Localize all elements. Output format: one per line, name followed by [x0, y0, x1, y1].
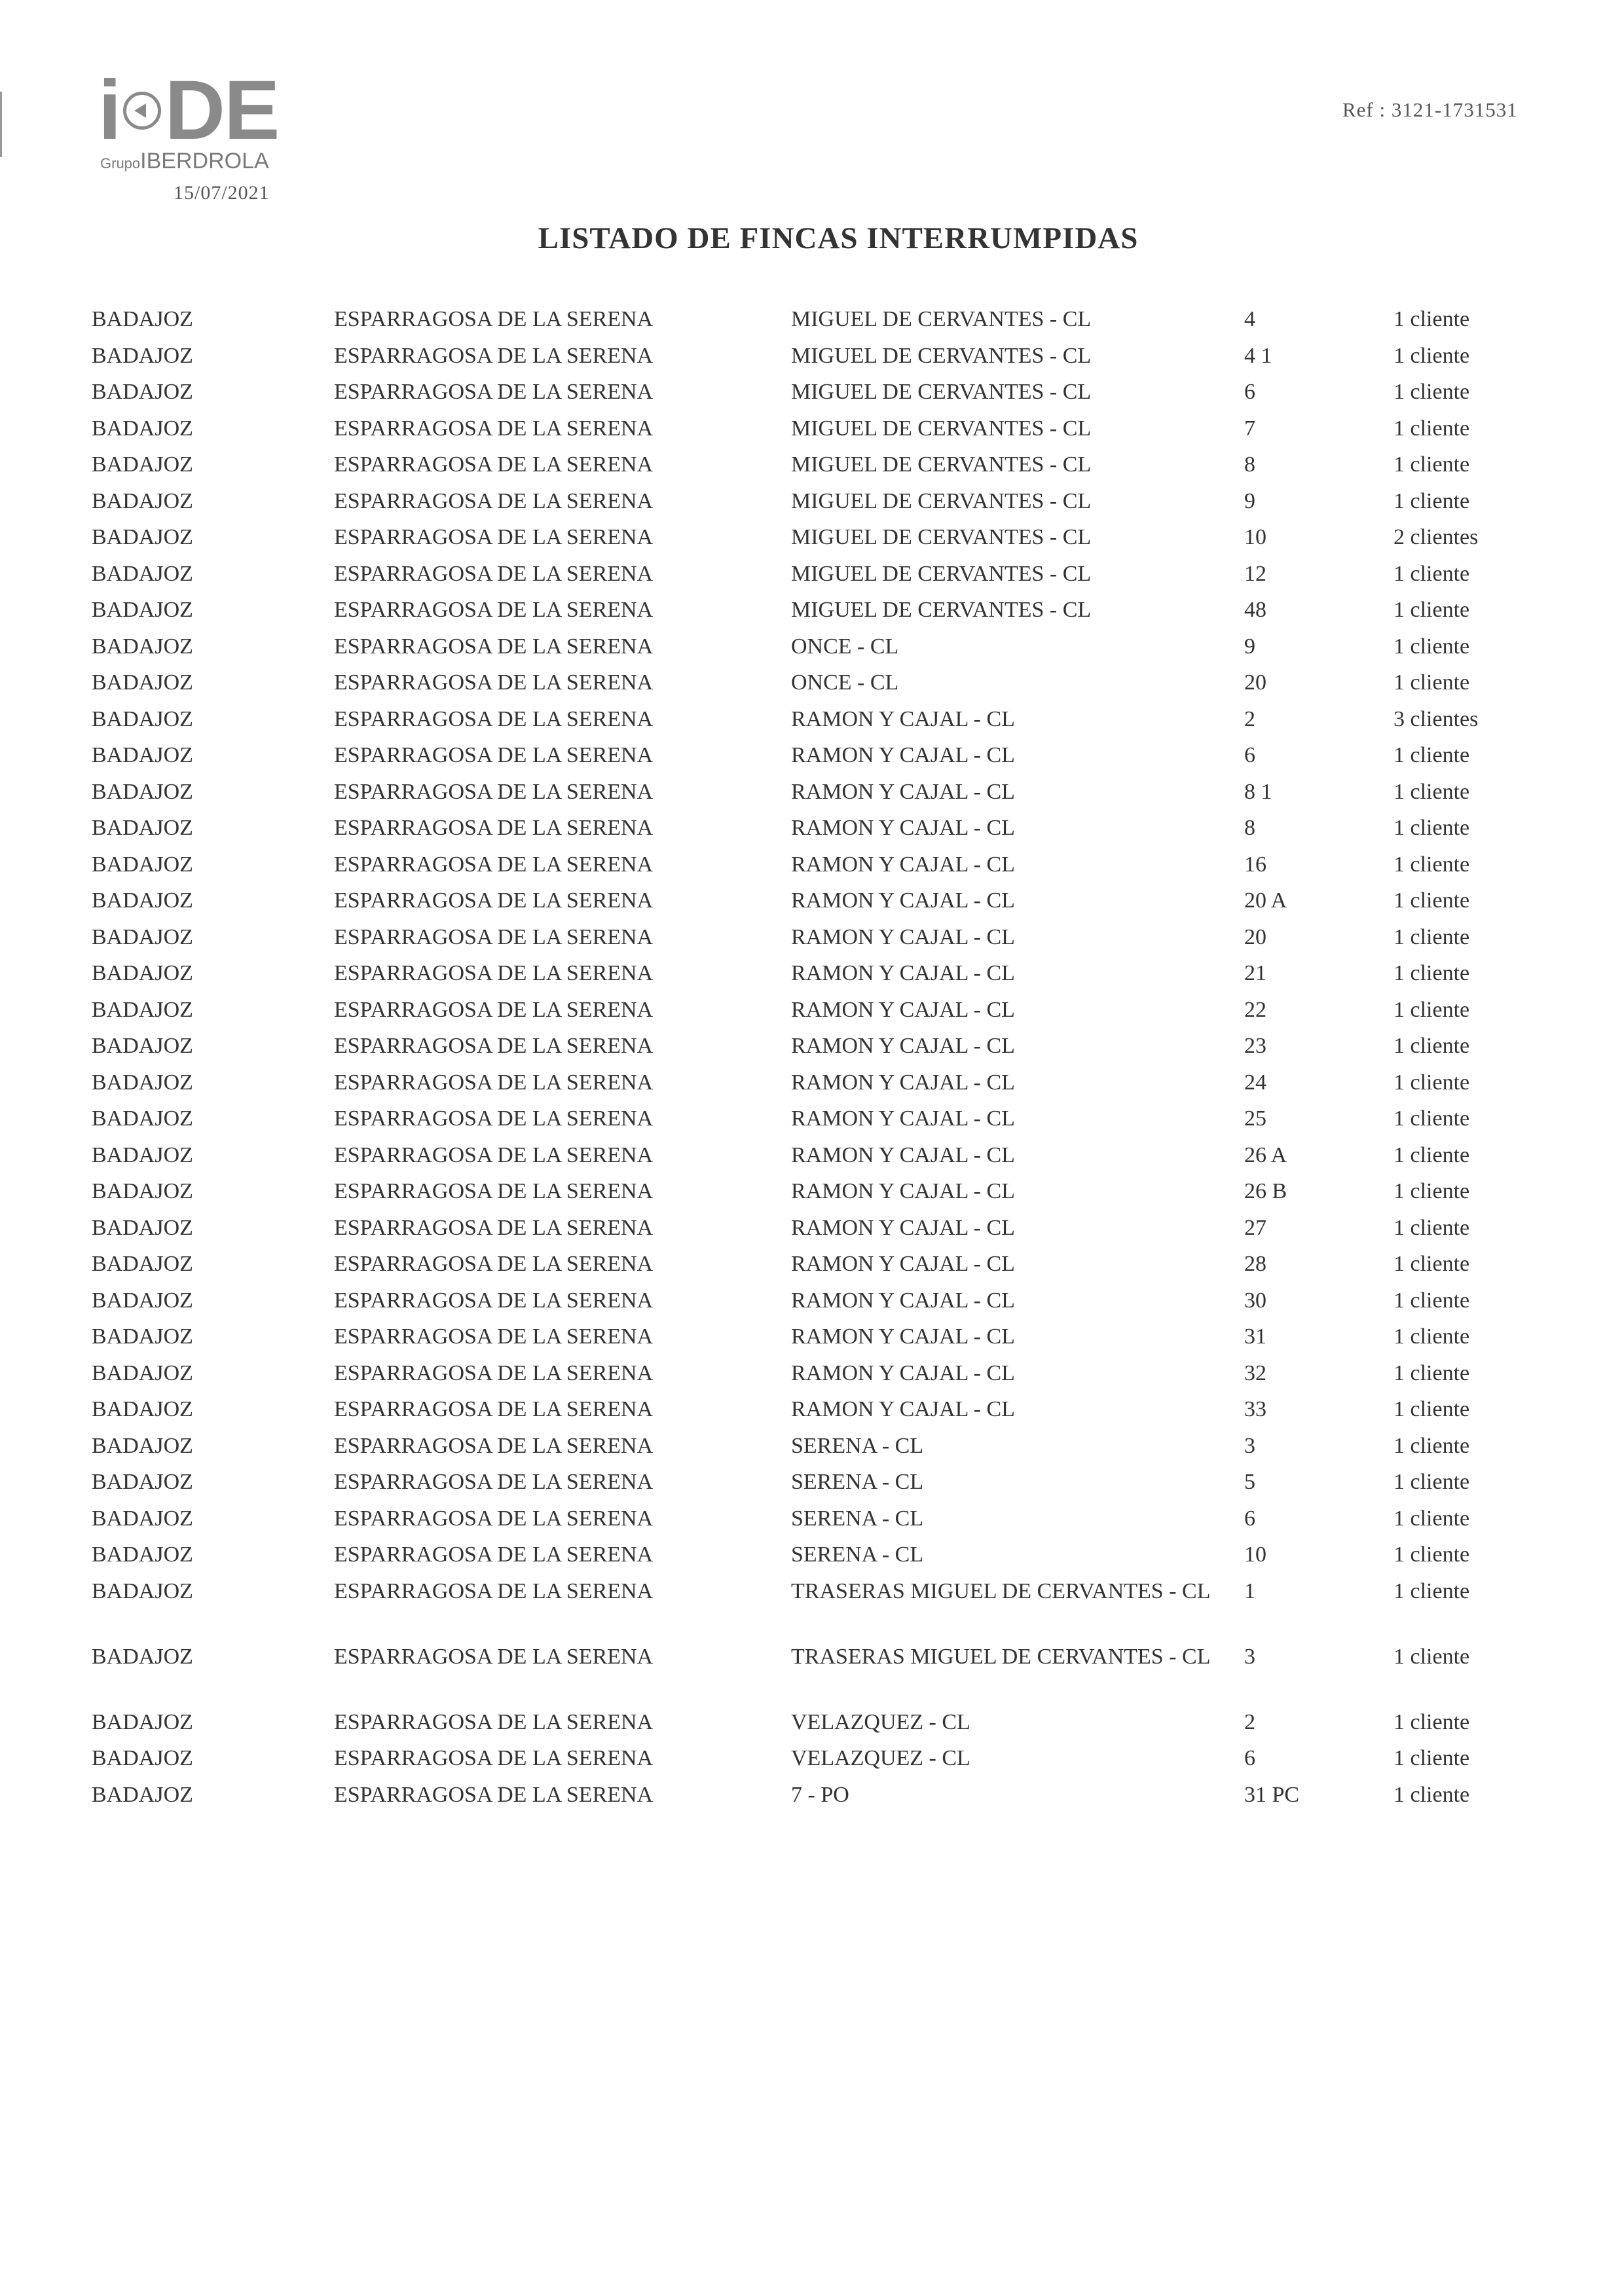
- logo-mark: i DE: [98, 64, 279, 157]
- clients-cell: 1 cliente: [1393, 1288, 1470, 1313]
- number-cell: 5: [1244, 1470, 1255, 1494]
- clients-cell: 1 cliente: [1393, 1433, 1470, 1458]
- street-cell: MIGUEL DE CERVANTES - CL: [791, 525, 1092, 549]
- number-cell: 1: [1244, 1578, 1255, 1603]
- street-cell: MIGUEL DE CERVANTES - CL: [791, 488, 1092, 513]
- clients-cell: 1 cliente: [1393, 380, 1470, 404]
- clients-cell: 1 cliente: [1393, 1360, 1470, 1385]
- province-cell: BADAJOZ: [92, 888, 193, 913]
- clients-cell: 1 cliente: [1393, 1142, 1470, 1167]
- province-cell: BADAJOZ: [92, 1070, 193, 1095]
- clients-cell: 1 cliente: [1393, 1746, 1470, 1770]
- province-cell: BADAJOZ: [92, 1397, 193, 1421]
- clients-cell: 1 cliente: [1393, 779, 1470, 804]
- clients-cell: 1 cliente: [1393, 1506, 1470, 1531]
- clients-cell: 1 cliente: [1393, 1644, 1470, 1669]
- province-cell: BADAJOZ: [92, 561, 193, 586]
- number-cell: 2: [1244, 706, 1255, 731]
- number-cell: 4 1: [1244, 343, 1272, 368]
- street-cell: VELAZQUEZ - CL: [791, 1709, 970, 1734]
- province-cell: BADAJOZ: [92, 1179, 193, 1203]
- number-cell: 33: [1244, 1397, 1266, 1421]
- clients-cell: 1 cliente: [1393, 488, 1470, 513]
- clients-cell: 1 cliente: [1393, 343, 1470, 368]
- province-cell: BADAJOZ: [92, 1324, 193, 1349]
- clients-cell: 1 cliente: [1393, 1782, 1470, 1807]
- street-cell: RAMON Y CAJAL - CL: [791, 1215, 1015, 1240]
- clients-cell: 1 cliente: [1393, 1070, 1470, 1095]
- municipality-cell: ESPARRAGOSA DE LA SERENA: [334, 816, 654, 840]
- province-cell: BADAJOZ: [92, 961, 193, 985]
- province-cell: BADAJOZ: [92, 997, 193, 1022]
- street-cell: TRASERAS MIGUEL DE CERVANTES - CL: [791, 1578, 1211, 1603]
- province-cell: BADAJOZ: [92, 706, 193, 731]
- province-cell: BADAJOZ: [92, 779, 193, 804]
- province-cell: BADAJOZ: [92, 416, 193, 441]
- province-cell: BADAJOZ: [92, 1360, 193, 1385]
- province-cell: BADAJOZ: [92, 1644, 193, 1669]
- province-cell: BADAJOZ: [92, 634, 193, 659]
- street-cell: MIGUEL DE CERVANTES - CL: [791, 307, 1092, 331]
- number-cell: 20: [1244, 924, 1266, 949]
- logo-group-label: [100, 149, 269, 174]
- street-cell: SERENA - CL: [791, 1506, 924, 1531]
- clients-cell: 1 cliente: [1393, 1034, 1470, 1058]
- province-cell: BADAJOZ: [92, 307, 193, 331]
- municipality-cell: ESPARRAGOSA DE LA SERENA: [334, 1782, 654, 1807]
- municipality-cell: ESPARRAGOSA DE LA SERENA: [334, 1397, 654, 1421]
- street-cell: RAMON Y CAJAL - CL: [791, 1397, 1015, 1421]
- province-cell: BADAJOZ: [92, 1506, 193, 1531]
- street-cell: MIGUEL DE CERVANTES - CL: [791, 452, 1092, 477]
- number-cell: 16: [1244, 852, 1266, 877]
- number-cell: 48: [1244, 598, 1266, 622]
- street-cell: RAMON Y CAJAL - CL: [791, 779, 1015, 804]
- street-cell: RAMON Y CAJAL - CL: [791, 924, 1015, 949]
- municipality-cell: ESPARRAGOSA DE LA SERENA: [334, 416, 654, 441]
- municipality-cell: ESPARRAGOSA DE LA SERENA: [334, 525, 654, 549]
- clients-cell: 1 cliente: [1393, 561, 1470, 586]
- number-cell: 26 A: [1244, 1142, 1287, 1167]
- number-cell: 28: [1244, 1252, 1266, 1276]
- clients-cell: 1 cliente: [1393, 888, 1470, 913]
- municipality-cell: ESPARRAGOSA DE LA SERENA: [334, 1215, 654, 1240]
- municipality-cell: ESPARRAGOSA DE LA SERENA: [334, 888, 654, 913]
- number-cell: 20 A: [1244, 888, 1287, 913]
- number-cell: 4: [1244, 307, 1255, 331]
- street-cell: RAMON Y CAJAL - CL: [791, 1324, 1015, 1349]
- clients-cell: 1 cliente: [1393, 1578, 1470, 1603]
- document-ref: Ref : 3121-1731531: [1342, 98, 1518, 121]
- street-cell: RAMON Y CAJAL - CL: [791, 888, 1015, 913]
- municipality-cell: ESPARRAGOSA DE LA SERENA: [334, 1709, 654, 1734]
- municipality-cell: ESPARRAGOSA DE LA SERENA: [334, 598, 654, 622]
- number-cell: 6: [1244, 1506, 1255, 1531]
- municipality-cell: ESPARRAGOSA DE LA SERENA: [334, 852, 654, 877]
- street-cell: 7 - PO: [791, 1782, 849, 1807]
- number-cell: 3: [1244, 1644, 1255, 1669]
- municipality-cell: ESPARRAGOSA DE LA SERENA: [334, 997, 654, 1022]
- number-cell: 8: [1244, 816, 1255, 840]
- clients-cell: 1 cliente: [1393, 670, 1470, 695]
- number-cell: 21: [1244, 961, 1266, 985]
- municipality-cell: ESPARRAGOSA DE LA SERENA: [334, 343, 654, 368]
- province-cell: BADAJOZ: [92, 525, 193, 549]
- municipality-cell: ESPARRAGOSA DE LA SERENA: [334, 779, 654, 804]
- number-cell: 27: [1244, 1215, 1266, 1240]
- number-cell: 25: [1244, 1106, 1266, 1131]
- clients-cell: 1 cliente: [1393, 852, 1470, 877]
- ide-logo: [98, 64, 295, 180]
- clients-cell: 1 cliente: [1393, 816, 1470, 840]
- arrow-icon: [123, 92, 161, 130]
- municipality-cell: ESPARRAGOSA DE LA SERENA: [334, 488, 654, 513]
- clients-cell: 1 cliente: [1393, 1252, 1470, 1276]
- street-cell: TRASERAS MIGUEL DE CERVANTES - CL: [791, 1644, 1211, 1669]
- province-cell: BADAJOZ: [92, 1578, 193, 1603]
- document-date: 15/07/2021: [174, 182, 270, 204]
- municipality-cell: ESPARRAGOSA DE LA SERENA: [334, 1070, 654, 1095]
- street-cell: RAMON Y CAJAL - CL: [791, 816, 1015, 840]
- clients-cell: 1 cliente: [1393, 452, 1470, 477]
- province-cell: BADAJOZ: [92, 816, 193, 840]
- number-cell: 31 PC: [1244, 1782, 1300, 1807]
- province-cell: BADAJOZ: [92, 1215, 193, 1240]
- municipality-cell: ESPARRAGOSA DE LA SERENA: [334, 1360, 654, 1385]
- province-cell: BADAJOZ: [92, 1106, 193, 1131]
- street-cell: RAMON Y CAJAL - CL: [791, 743, 1015, 767]
- number-cell: 23: [1244, 1034, 1266, 1058]
- number-cell: 12: [1244, 561, 1266, 586]
- municipality-cell: ESPARRAGOSA DE LA SERENA: [334, 561, 654, 586]
- municipality-cell: ESPARRAGOSA DE LA SERENA: [334, 961, 654, 985]
- municipality-cell: ESPARRAGOSA DE LA SERENA: [334, 380, 654, 404]
- number-cell: 10: [1244, 525, 1266, 549]
- clients-cell: 1 cliente: [1393, 1106, 1470, 1131]
- municipality-cell: ESPARRAGOSA DE LA SERENA: [334, 634, 654, 659]
- street-cell: SERENA - CL: [791, 1433, 924, 1458]
- number-cell: 9: [1244, 488, 1255, 513]
- street-cell: ONCE - CL: [791, 670, 899, 695]
- municipality-cell: ESPARRAGOSA DE LA SERENA: [334, 1288, 654, 1313]
- province-cell: BADAJOZ: [92, 1709, 193, 1734]
- province-cell: BADAJOZ: [92, 1252, 193, 1276]
- province-cell: BADAJOZ: [92, 743, 193, 767]
- street-cell: MIGUEL DE CERVANTES - CL: [791, 561, 1092, 586]
- province-cell: BADAJOZ: [92, 452, 193, 477]
- clients-cell: 1 cliente: [1393, 1324, 1470, 1349]
- logo-brand: IBERDROLA: [140, 149, 269, 173]
- number-cell: 10: [1244, 1542, 1266, 1567]
- province-cell: BADAJOZ: [92, 380, 193, 404]
- logo-group-prefix: Grupo: [100, 155, 141, 172]
- street-cell: RAMON Y CAJAL - CL: [791, 1179, 1015, 1203]
- clients-cell: 1 cliente: [1393, 1179, 1470, 1203]
- province-cell: BADAJOZ: [92, 1433, 193, 1458]
- municipality-cell: ESPARRAGOSA DE LA SERENA: [334, 670, 654, 695]
- municipality-cell: ESPARRAGOSA DE LA SERENA: [334, 1106, 654, 1131]
- clients-cell: 1 cliente: [1393, 307, 1470, 331]
- clients-cell: 1 cliente: [1393, 416, 1470, 441]
- municipality-cell: ESPARRAGOSA DE LA SERENA: [334, 1324, 654, 1349]
- clients-cell: 1 cliente: [1393, 634, 1470, 659]
- province-cell: BADAJOZ: [92, 598, 193, 622]
- page-title: LISTADO DE FINCAS INTERRUMPIDAS: [538, 221, 1139, 255]
- municipality-cell: ESPARRAGOSA DE LA SERENA: [334, 452, 654, 477]
- number-cell: 7: [1244, 416, 1255, 441]
- street-cell: MIGUEL DE CERVANTES - CL: [791, 416, 1092, 441]
- province-cell: BADAJOZ: [92, 488, 193, 513]
- street-cell: RAMON Y CAJAL - CL: [791, 997, 1015, 1022]
- street-cell: RAMON Y CAJAL - CL: [791, 852, 1015, 877]
- municipality-cell: ESPARRAGOSA DE LA SERENA: [334, 1034, 654, 1058]
- municipality-cell: ESPARRAGOSA DE LA SERENA: [334, 706, 654, 731]
- clients-cell: 1 cliente: [1393, 1542, 1470, 1567]
- province-cell: BADAJOZ: [92, 1470, 193, 1494]
- municipality-cell: ESPARRAGOSA DE LA SERENA: [334, 1506, 654, 1531]
- municipality-cell: ESPARRAGOSA DE LA SERENA: [334, 1644, 654, 1669]
- street-cell: VELAZQUEZ - CL: [791, 1746, 970, 1770]
- province-cell: BADAJOZ: [92, 924, 193, 949]
- clients-cell: 3 clientes: [1393, 706, 1479, 731]
- province-cell: BADAJOZ: [92, 1782, 193, 1807]
- number-cell: 26 B: [1244, 1179, 1287, 1203]
- province-cell: BADAJOZ: [92, 1142, 193, 1167]
- street-cell: RAMON Y CAJAL - CL: [791, 1360, 1015, 1385]
- municipality-cell: ESPARRAGOSA DE LA SERENA: [334, 1142, 654, 1167]
- number-cell: 6: [1244, 743, 1255, 767]
- municipality-cell: ESPARRAGOSA DE LA SERENA: [334, 924, 654, 949]
- street-cell: RAMON Y CAJAL - CL: [791, 1106, 1015, 1131]
- number-cell: 2: [1244, 1709, 1255, 1734]
- municipality-cell: ESPARRAGOSA DE LA SERENA: [334, 1542, 654, 1567]
- number-cell: 6: [1244, 380, 1255, 404]
- municipality-cell: ESPARRAGOSA DE LA SERENA: [334, 743, 654, 767]
- clients-cell: 1 cliente: [1393, 1709, 1470, 1734]
- municipality-cell: ESPARRAGOSA DE LA SERENA: [334, 1578, 654, 1603]
- number-cell: 3: [1244, 1433, 1255, 1458]
- number-cell: 6: [1244, 1746, 1255, 1770]
- street-cell: ONCE - CL: [791, 634, 899, 659]
- clients-cell: 1 cliente: [1393, 1215, 1470, 1240]
- street-cell: RAMON Y CAJAL - CL: [791, 1034, 1015, 1058]
- province-cell: BADAJOZ: [92, 1034, 193, 1058]
- street-cell: SERENA - CL: [791, 1470, 924, 1494]
- number-cell: 20: [1244, 670, 1266, 695]
- province-cell: BADAJOZ: [92, 1542, 193, 1567]
- municipality-cell: ESPARRAGOSA DE LA SERENA: [334, 1470, 654, 1494]
- municipality-cell: ESPARRAGOSA DE LA SERENA: [334, 1252, 654, 1276]
- province-cell: BADAJOZ: [92, 852, 193, 877]
- number-cell: 8: [1244, 452, 1255, 477]
- clients-cell: 1 cliente: [1393, 1397, 1470, 1421]
- municipality-cell: ESPARRAGOSA DE LA SERENA: [334, 1179, 654, 1203]
- number-cell: 9: [1244, 634, 1255, 659]
- clients-cell: 1 cliente: [1393, 598, 1470, 622]
- clients-cell: 1 cliente: [1393, 924, 1470, 949]
- street-cell: MIGUEL DE CERVANTES - CL: [791, 343, 1092, 368]
- street-cell: RAMON Y CAJAL - CL: [791, 1142, 1015, 1167]
- scan-edge-mark: [0, 92, 2, 157]
- number-cell: 30: [1244, 1288, 1266, 1313]
- municipality-cell: ESPARRAGOSA DE LA SERENA: [334, 1746, 654, 1770]
- number-cell: 31: [1244, 1324, 1266, 1349]
- street-cell: RAMON Y CAJAL - CL: [791, 1252, 1015, 1276]
- number-cell: 24: [1244, 1070, 1266, 1095]
- clients-cell: 2 clientes: [1393, 525, 1479, 549]
- street-cell: RAMON Y CAJAL - CL: [791, 1070, 1015, 1095]
- street-cell: SERENA - CL: [791, 1542, 924, 1567]
- street-cell: RAMON Y CAJAL - CL: [791, 706, 1015, 731]
- province-cell: BADAJOZ: [92, 670, 193, 695]
- number-cell: 8 1: [1244, 779, 1272, 804]
- street-cell: MIGUEL DE CERVANTES - CL: [791, 598, 1092, 622]
- province-cell: BADAJOZ: [92, 1746, 193, 1770]
- street-cell: RAMON Y CAJAL - CL: [791, 1288, 1015, 1313]
- street-cell: MIGUEL DE CERVANTES - CL: [791, 380, 1092, 404]
- municipality-cell: ESPARRAGOSA DE LA SERENA: [334, 1433, 654, 1458]
- number-cell: 22: [1244, 997, 1266, 1022]
- clients-cell: 1 cliente: [1393, 1470, 1470, 1494]
- clients-cell: 1 cliente: [1393, 743, 1470, 767]
- clients-cell: 1 cliente: [1393, 961, 1470, 985]
- province-cell: BADAJOZ: [92, 1288, 193, 1313]
- province-cell: BADAJOZ: [92, 343, 193, 368]
- municipality-cell: ESPARRAGOSA DE LA SERENA: [334, 307, 654, 331]
- clients-cell: 1 cliente: [1393, 997, 1470, 1022]
- number-cell: 32: [1244, 1360, 1266, 1385]
- street-cell: RAMON Y CAJAL - CL: [791, 961, 1015, 985]
